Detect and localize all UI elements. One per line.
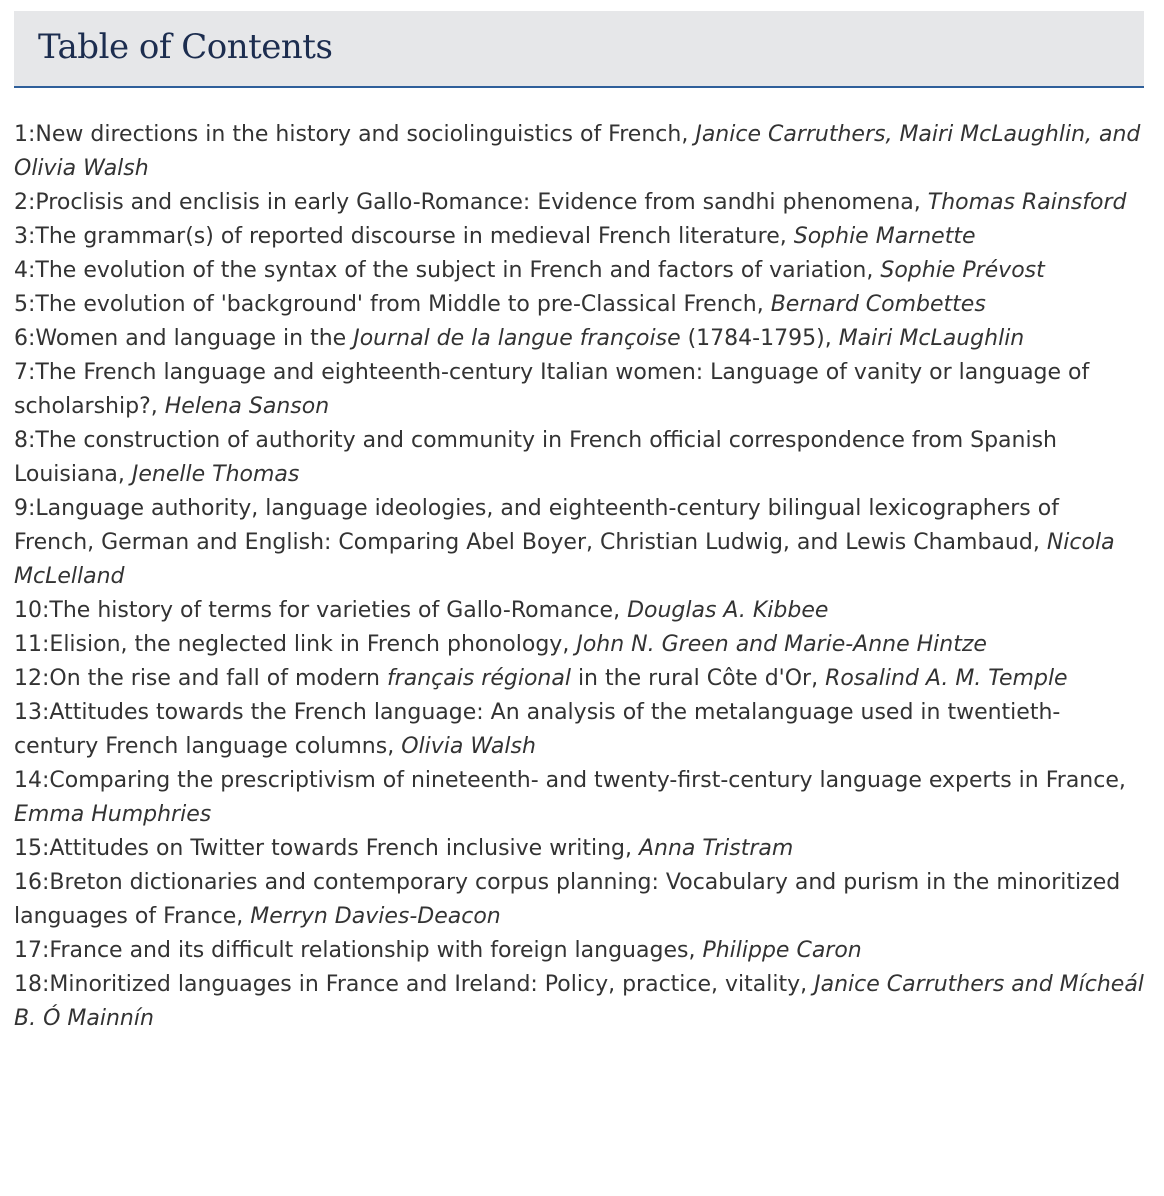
chapter-entry: 12:On the rise and fall of modern français régional in the rural Côte d'Or, Rosalind A. M. Temple	[14, 666, 1068, 691]
chapter-entry: 3:The grammar(s) of reported discourse in medieval French literature, Sophie Marnette	[14, 224, 976, 249]
chapter-number: 2	[14, 190, 28, 215]
chapter-title: Attitudes on Twitter towards French inclusive writing	[49, 836, 625, 861]
chapter-title: The construction of authority and community in French official correspondence from Spanish Louisiana	[14, 428, 1057, 487]
chapter-number: 10	[14, 598, 42, 623]
chapter-number: 14	[14, 768, 42, 793]
table-of-contents	[14, 11, 1144, 1031]
chapter-author: Rosalind A. M. Temple	[825, 666, 1068, 691]
chapter-entry: 10:The history of terms for varieties of Gallo-Romance, Douglas A. Kibbee	[14, 598, 829, 623]
chapter-number: 16	[14, 870, 42, 895]
chapter-title: Proclisis and enclisis in early Gallo-Romance: Evidence from sandhi phenomena	[35, 190, 914, 215]
chapter-entry: 17:France and its difficult relationship with foreign languages, Philippe Caron	[14, 938, 862, 963]
chapter-title: New directions in the history and sociolinguistics of French	[35, 122, 682, 147]
chapter-author: Janice Carruthers, Mairi McLaughlin, and Olivia Walsh	[14, 122, 1141, 181]
chapter-title-continued: in the rural Côte d'Or	[570, 666, 812, 691]
chapter-number: 3	[14, 224, 28, 249]
chapter-title: Elision, the neglected link in French phonology	[49, 632, 563, 657]
chapter-title-continued: (1784-1795)	[680, 326, 825, 351]
chapter-author: Mairi McLaughlin	[838, 326, 1025, 351]
chapter-author: Douglas A. Kibbee	[627, 598, 829, 623]
chapter-number: 1	[14, 122, 28, 147]
chapter-entry: 16:Breton dictionaries and contemporary corpus planning: Vocabulary and purism in the minoritized languages of France, Merryn Davies-Deacon	[14, 870, 1121, 929]
chapter-title: On the rise and fall of modern	[49, 666, 387, 691]
chapter-title: The evolution of the syntax of the subject in French and factors of variation	[35, 258, 867, 283]
chapter-entry: 11:Elision, the neglected link in French phonology, John N. Green and Marie-Anne Hintze	[14, 632, 987, 657]
chapter-title: Women and language in the	[35, 326, 354, 351]
chapter-number: 13	[14, 700, 42, 725]
chapter-number: 9	[14, 496, 28, 521]
chapter-title: The French language and eighteenth-century Italian women: Language of vanity or language of scholarship?	[14, 360, 1090, 419]
chapter-list	[14, 118, 1144, 1036]
chapter-title: Comparing the prescriptivism of nineteenth- and twenty-first-century language experts in France	[49, 768, 1119, 793]
chapter-entry: 1:New directions in the history and sociolinguistics of French, Janice Carruthers, Mairi McLaughlin, and Olivia Walsh	[14, 122, 1141, 181]
chapter-title: The grammar(s) of reported discourse in medieval French literature	[35, 224, 780, 249]
chapter-author: Jenelle Thomas	[131, 462, 300, 487]
chapter-author: Nicola McLelland	[14, 530, 1115, 589]
chapter-author: Bernard Combettes	[770, 292, 986, 317]
page-title: Table of Contents	[38, 27, 333, 67]
chapter-title: Language authority, language ideologies, and eighteenth-century bilingual lexicographers of French, German and English: Comparing Abel Boyer, Christian Ludwig, and Lewis Chambaud	[14, 496, 1059, 555]
chapter-number: 5	[14, 292, 28, 317]
chapter-entry: 8:The construction of authority and community in French official correspondence from Spanish Louisiana, Jenelle Thomas	[14, 428, 1057, 487]
chapter-author: Janice Carruthers and Mícheál B. Ó Mainnín	[14, 972, 1144, 1031]
chapter-author: Merryn Davies-Deacon	[250, 904, 501, 929]
chapter-title: Breton dictionaries and contemporary corpus planning: Vocabulary and purism in the minoritized languages of France	[14, 870, 1121, 929]
chapter-entry: 2:Proclisis and enclisis in early Gallo-Romance: Evidence from sandhi phenomena, Thomas Rainsford	[14, 190, 1127, 215]
chapter-entry: 5:The evolution of 'background' from Middle to pre-Classical French, Bernard Combettes	[14, 292, 986, 317]
chapter-entry: 13:Attitudes towards the French language: An analysis of the metalanguage used in twentieth-century French language columns, Olivia Walsh	[14, 700, 1061, 759]
chapter-author: Thomas Rainsford	[927, 190, 1127, 215]
chapter-number: 7	[14, 360, 28, 385]
chapter-number: 18	[14, 972, 42, 997]
chapter-author: Sophie Marnette	[793, 224, 976, 249]
chapter-number: 4	[14, 258, 28, 283]
chapter-author: John N. Green and Marie-Anne Hintze	[576, 632, 987, 657]
chapter-number: 8	[14, 428, 28, 453]
chapter-title-italic: français régional	[386, 666, 571, 691]
chapter-title: Minoritized languages in France and Ireland: Policy, practice, vitality	[49, 972, 801, 997]
chapter-title: The history of terms for varieties of Gallo-Romance	[49, 598, 614, 623]
chapter-title: The evolution of 'background' from Middle to pre-Classical French	[35, 292, 757, 317]
chapter-entry: 15:Attitudes on Twitter towards French inclusive writing, Anna Tristram	[14, 836, 794, 861]
chapter-title: Attitudes towards the French language: An analysis of the metalanguage used in twentieth-century French language columns	[14, 700, 1061, 759]
chapter-entry: 7:The French language and eighteenth-century Italian women: Language of vanity or language of scholarship?, Helena Sanson	[14, 360, 1090, 419]
chapter-number: 15	[14, 836, 42, 861]
chapter-author: Emma Humphries	[14, 802, 212, 827]
chapter-entry: 9:Language authority, language ideologies, and eighteenth-century bilingual lexicographers of French, German and English: Comparing Abel Boyer, Christian Ludwig, and Lewis Chambaud, Nicola McLelland	[14, 496, 1115, 589]
chapter-number: 17	[14, 938, 42, 963]
chapter-entry: 14:Comparing the prescriptivism of nineteenth- and twenty-first-century language experts in France, Emma Humphries	[14, 768, 1126, 827]
toc-header	[14, 11, 1144, 88]
chapter-number: 12	[14, 666, 42, 691]
chapter-entry: 18:Minoritized languages in France and Ireland: Policy, practice, vitality, Janice Carruthers and Mícheál B. Ó Mainnín	[14, 972, 1144, 1031]
chapter-title: France and its difficult relationship with foreign languages	[49, 938, 689, 963]
chapter-author: Philippe Caron	[702, 938, 862, 963]
chapter-entry: 6:Women and language in the Journal de la langue françoise (1784-1795), Mairi McLaughlin	[14, 326, 1025, 351]
chapter-entry: 4:The evolution of the syntax of the subject in French and factors of variation, Sophie Prévost	[14, 258, 1045, 283]
chapter-author: Anna Tristram	[639, 836, 794, 861]
chapter-number: 11	[14, 632, 42, 657]
chapter-author: Sophie Prévost	[880, 258, 1045, 283]
chapter-author: Helena Sanson	[164, 394, 330, 419]
chapter-number: 6	[14, 326, 28, 351]
chapter-author: Olivia Walsh	[401, 734, 536, 759]
chapter-title-italic: Journal de la langue françoise	[353, 326, 681, 351]
